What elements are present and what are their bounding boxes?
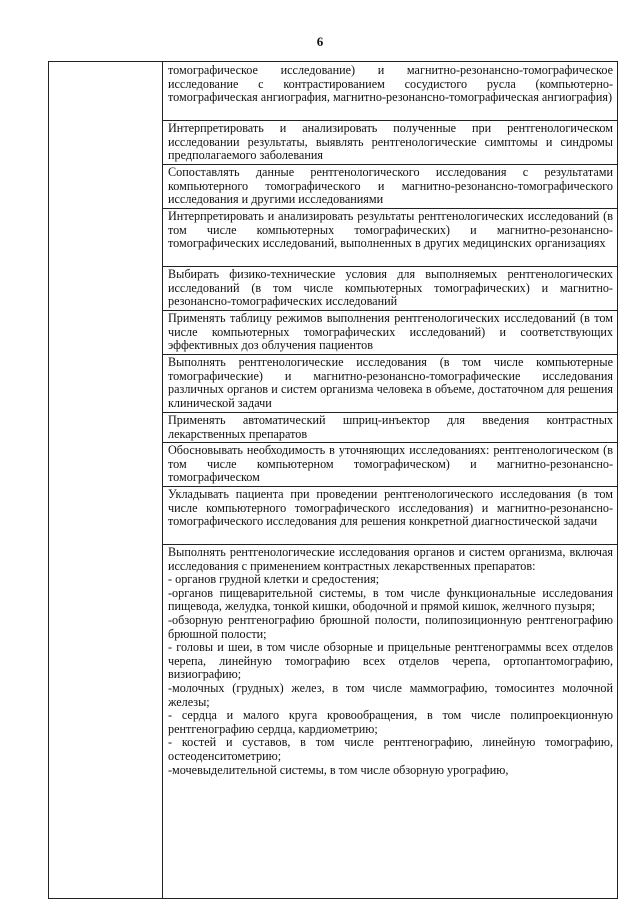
table-entry-2: Интерпретировать и анализировать полученные при рентгенологическом исследовании результаты, выявлять рентгенологические симптомы и синдромы предполагаемого заболевания (163, 121, 617, 165)
table-entry-11 (163, 545, 617, 778)
list-item: -обзорную рентгенографию брюшной полости, полипозиционную рентгенографию брюшной полости; (168, 612, 613, 641)
list-item: -органов пищеварительной системы, в том числе функциональные исследования пищевода, желудка, тонкой кишки, ободочной и прямой кишок, желчного пузыря; (168, 585, 613, 614)
page-number: 6 (316, 34, 324, 49)
right-column-cell (163, 62, 618, 899)
list-item: - костей и суставов, в том числе рентгенографию, линейную томографию, остеоденситометрию; (168, 735, 613, 763)
list-item: - сердца и малого круга кровообращения, в том числе полипроекционную рентгенографию сердца, кардиометрию; (168, 708, 613, 736)
entry-intro: Выполнять рентгенологические исследования органов и систем организма, включая исследования с применением контрастных лекарственных препаратов: (168, 545, 613, 573)
table-entry-6: Применять таблицу режимов выполнения рентгенологических исследований (в том числе компьютерных томографических исследований) и соответствующих эффективных доз облучения пациентов (163, 311, 617, 355)
list-item: - органов грудной клетки и средостения; (168, 572, 380, 587)
competency-table (48, 61, 618, 899)
table-entry-3: Сопоставлять данные рентгенологического исследования с результатами компьютерного томографического и магнитно-резонансно-томографического исследования и другими исследованиями (163, 165, 617, 209)
table-entry-4: Интерпретировать и анализировать результаты рентгенологических исследований (в том числе компьютерных томографических) и магнитно-резонансно-томографических исследований, выполненных в других медицинских организациях (163, 209, 617, 267)
list-item: - головы и шеи, в том числе обзорные и прицельные рентгенограммы всех отделов черепа, линейную томографию всех отделов черепа, ортопантомографию, визиографию; (168, 640, 613, 682)
list-item: -мочевыделительной системы, в том числе обзорную урографию, (168, 762, 509, 777)
table-row (49, 62, 618, 899)
table-entry-5: Выбирать физико-технические условия для выполняемых рентгенологических исследований (в том числе компьютерных томографических) и магнитно-резонансно-томографических исследований (163, 267, 617, 311)
table-entry-7: Выполнять рентгенологические исследования (в том числе компьютерные томографические) и магнитно-резонансно-томографические исследования различных органов и систем организма человека в объеме, достаточном для решения клинической задачи (163, 355, 617, 413)
table-entry-8: Применять автоматический шприц-инъектор для введения контрастных лекарственных препаратов (163, 413, 617, 443)
list-item: -молочных (грудных) желез, в том числе маммографию, томосинтез молочной железы; (168, 680, 613, 709)
left-column-cell (49, 62, 163, 899)
table-entry-9: Обосновывать необходимость в уточняющих исследованиях: рентгенологическом (в том числе компьютерном томографическом) и магнитно-резонансно-томографическом (163, 443, 617, 487)
table-entry-10: Укладывать пациента при проведении рентгенологического исследования (в том числе компьютерного томографического исследования) и магнитно-резонансно-томографического исследования для решения конкретной диагностической задачи (163, 487, 617, 545)
table-entry-1: томографическое исследование) и магнитно-резонансно-томографическое исследование с контрастированием сосудистого русла (компьютерно-томографическая ангиография, магнитно-резонансно-томографическая ангиография) (163, 63, 617, 121)
